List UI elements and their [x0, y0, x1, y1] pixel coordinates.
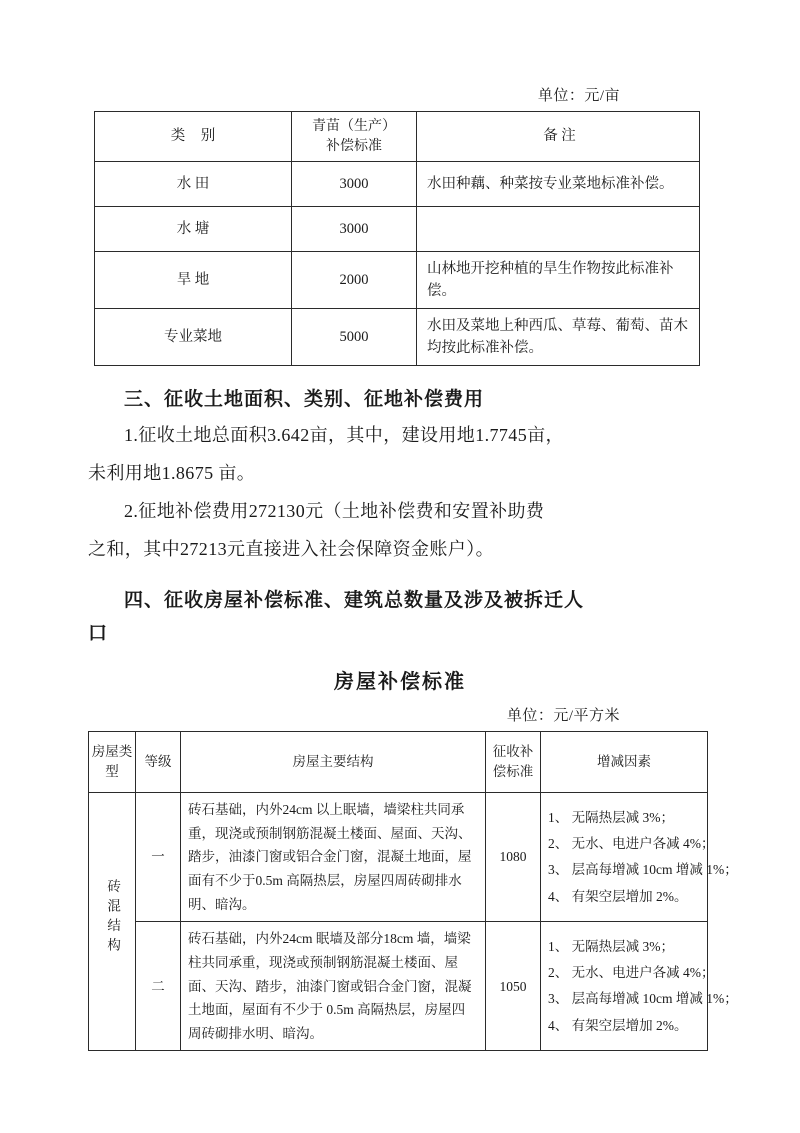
header-remark: 备 注 [417, 112, 700, 162]
cell-category: 水 塘 [95, 207, 292, 252]
factor-item: 2、 无水、电进户各减 4%； [548, 835, 715, 851]
header-category: 类 别 [95, 112, 292, 162]
cell-factors [541, 793, 738, 922]
cell-standard: 5000 [292, 309, 417, 366]
unit-note-house: 单位：元/平方米 [506, 708, 620, 725]
cell-remark: 水田及菜地上种西瓜、草莓、葡萄、苗木均按此标准补偿。 [417, 309, 700, 366]
cell-category: 专业菜地 [95, 309, 292, 366]
table-row [95, 309, 700, 366]
factor-list [548, 934, 738, 1039]
factor-list [548, 805, 738, 910]
header-factors: 增减因素 [541, 732, 708, 793]
header-grade: 等级 [136, 732, 181, 793]
table-row [89, 922, 708, 1051]
cell-remark [417, 207, 700, 252]
house-standard-title: 房屋补偿标准 [334, 671, 466, 694]
table-row [95, 162, 700, 207]
factor-item: 1、 无隔热层减 3%； [548, 809, 674, 825]
table-row [89, 793, 708, 922]
document-content [88, 84, 738, 1051]
unit-note-green: 单位：元/亩 [537, 88, 620, 104]
factor-item: 4、 有架空层增加 2%。 [548, 1017, 688, 1033]
header-house-type: 房屋类型 [89, 732, 136, 793]
header-standard: 征收补偿标准 [486, 732, 541, 793]
cell-standard: 1050 [486, 922, 541, 1051]
section-three-paragraph-2-line-2: 之和，其中27213元直接进入社会保障资金账户）。 [88, 539, 494, 560]
cell-standard: 1080 [486, 793, 541, 922]
cell-category: 水 田 [95, 162, 292, 207]
section-three-paragraph-1-line-2: 未利用地1.8675 亩。 [88, 463, 256, 484]
factor-item: 3、 层高每增减 10cm 增减 1%； [548, 862, 738, 878]
table-header-row [89, 732, 708, 793]
green-seedling-compensation-table [94, 111, 700, 366]
cell-remark: 水田种藕、种菜按专业菜地标准补偿。 [417, 162, 700, 207]
cell-standard: 3000 [292, 207, 417, 252]
factor-item: 2、 无水、电进户各减 4%； [548, 965, 715, 981]
cell-standard: 3000 [292, 162, 417, 207]
cell-grade: 二 [136, 922, 181, 1051]
factor-item: 1、 无隔热层减 3%； [548, 938, 674, 954]
house-type-label: 砖混结构 [105, 879, 121, 957]
section-three-paragraph-1-line-1: 1.征收土地总面积3.642亩，其中，建设用地1.7745亩， [124, 425, 564, 446]
section-four-heading-line-1: 四、征收房屋补偿标准、建筑总数量及涉及被拆迁人 [124, 590, 585, 612]
table-row [95, 207, 700, 252]
factor-item: 3、 层高每增减 10cm 增减 1%； [548, 991, 738, 1007]
cell-grade: 一 [136, 793, 181, 922]
house-compensation-table [88, 731, 738, 1051]
section-four-heading-line-2: 口 [88, 623, 109, 645]
table-row [95, 252, 700, 309]
table-header-row [95, 112, 700, 162]
cell-remark: 山林地开挖种植的旱生作物按此标准补偿。 [417, 252, 700, 309]
section-three-paragraph-2-line-1: 2.征地补偿费用272130元（土地补偿费和安置补助费 [124, 501, 545, 522]
header-standard: 青苗（生产） 补偿标准 [292, 112, 417, 162]
cell-category: 旱 地 [95, 252, 292, 309]
header-structure: 房屋主要结构 [181, 732, 486, 793]
section-three-heading: 三、征收土地面积、类别、征地补偿费用 [124, 389, 485, 411]
cell-structure: 砖石基础，内外24cm 以上眠墙，墙梁柱共同承重，现浇或预制钢筋混凝土楼面、屋面、天沟、踏步，油漆门窗或铝合金门窗，混凝土地面，屋面有不少于0.5m 高隔热层，房屋四周砖砌排水明、暗沟。 [181, 793, 486, 922]
cell-standard: 2000 [292, 252, 417, 309]
factor-item: 4、 有架空层增加 2%。 [548, 888, 688, 904]
cell-house-type [89, 793, 136, 1051]
cell-factors [541, 922, 738, 1051]
cell-structure: 砖石基础，内外24cm 眠墙及部分18cm 墙，墙梁柱共同承重，现浇或预制钢筋混凝土楼面、屋面、天沟、踏步，油漆门窗或铝合金门窗，混凝土地面，屋面有不少于 0.5m 高隔热层，房屋四周砖砌排水明、暗沟。 [181, 922, 486, 1051]
